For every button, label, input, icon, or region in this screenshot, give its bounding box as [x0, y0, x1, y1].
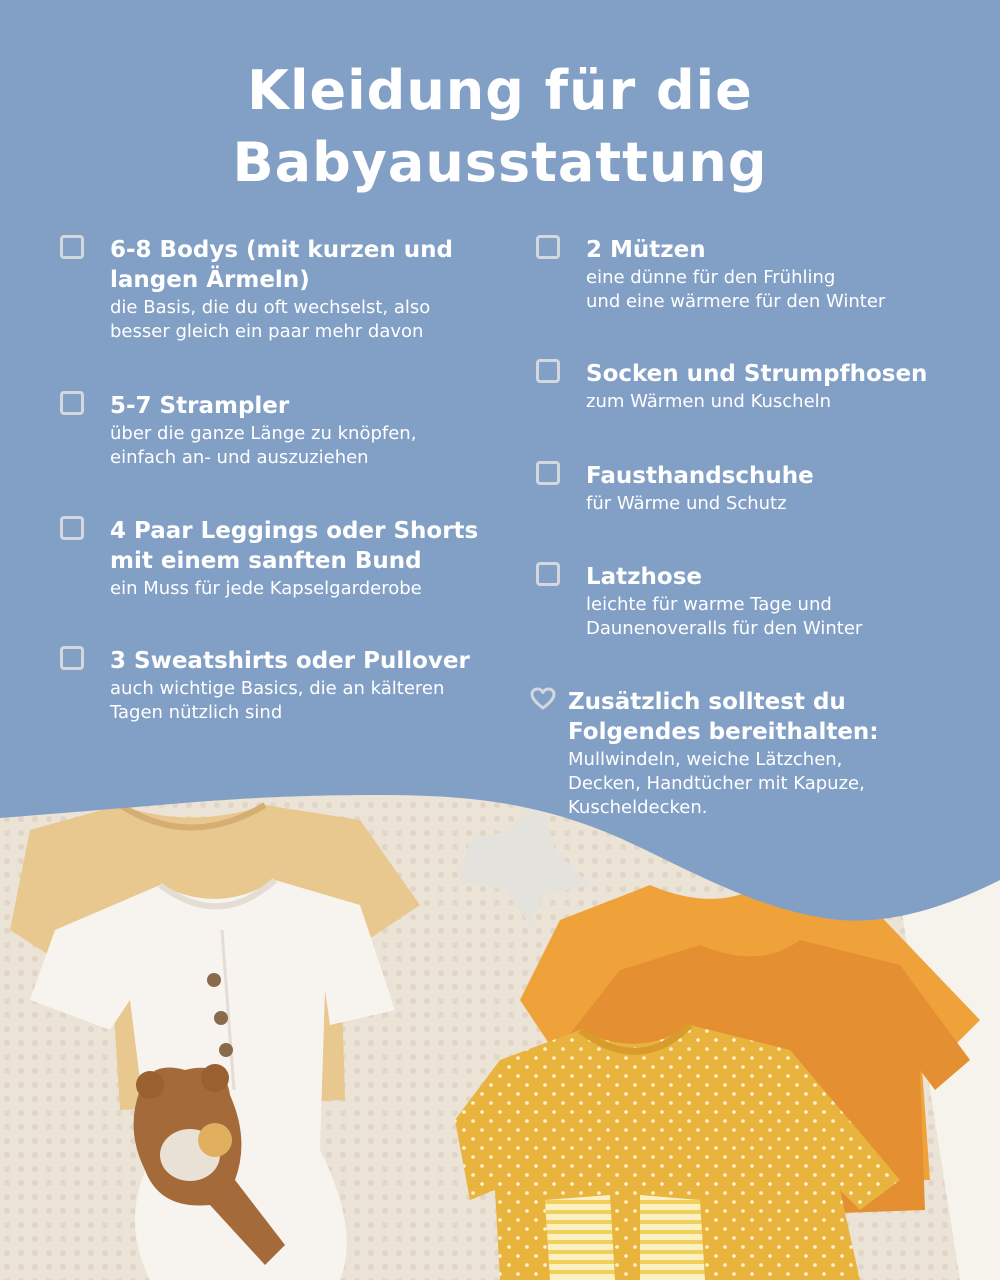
item-heading: 4 Paar Leggings oder Shorts [110, 518, 479, 544]
item-description: und eine wärmere für den Winter [586, 291, 886, 312]
note-heading: Folgendes bereithalten: [568, 719, 879, 745]
item-heading: 3 Sweatshirts oder Pullover [110, 648, 470, 674]
item-heading: 5-7 Strampler [110, 393, 290, 419]
item-description: zum Wärmen und Kuscheln [586, 391, 832, 412]
checkbox-icon[interactable] [536, 235, 560, 259]
item-heading: 6-8 Bodys (mit kurzen und [110, 237, 454, 263]
item-heading: mit einem sanften Bund [110, 548, 422, 574]
item-description: eine dünne für den Frühling [586, 267, 836, 288]
title-line-1: Kleidung für die [247, 59, 753, 122]
checkbox-icon[interactable] [60, 516, 84, 540]
item-description: Daunenoveralls für den Winter [586, 618, 863, 639]
note-description: Kuscheldecken. [568, 797, 708, 818]
item-description: leichte für warme Tage und [586, 594, 832, 615]
item-description: die Basis, die du oft wechselst, also [110, 297, 431, 318]
heart-icon [530, 687, 556, 711]
item-heading: langen Ärmeln) [110, 267, 310, 293]
item-description: auch wichtige Basics, die an kälteren [110, 678, 445, 699]
item-description: für Wärme und Schutz [586, 493, 787, 514]
checkbox-icon[interactable] [536, 461, 560, 485]
item-heading: 2 Mützen [586, 237, 706, 263]
note-heading: Zusätzlich solltest du [568, 689, 846, 715]
item-description: Tagen nützlich sind [110, 702, 283, 723]
item-description: ein Muss für jede Kapselgarderobe [110, 578, 422, 599]
item-description: besser gleich ein paar mehr davon [110, 321, 424, 342]
title-line-2: Babyausstattung [232, 131, 768, 194]
page-title [0, 55, 1000, 199]
item-heading: Socken und Strumpfhosen [586, 361, 928, 387]
item-heading: Latzhose [586, 564, 703, 590]
checkbox-icon[interactable] [536, 359, 560, 383]
checkbox-icon[interactable] [536, 562, 560, 586]
item-description: einfach an- und auszuziehen [110, 447, 369, 468]
note-description: Decken, Handtücher mit Kapuze, [568, 773, 865, 794]
item-description: über die ganze Länge zu knöpfen, [110, 423, 417, 444]
note-description: Mullwindeln, weiche Lätzchen, [568, 749, 843, 770]
checkbox-icon[interactable] [60, 391, 84, 415]
item-heading: Fausthandschuhe [586, 463, 814, 489]
checkbox-icon[interactable] [60, 646, 84, 670]
checkbox-icon[interactable] [60, 235, 84, 259]
